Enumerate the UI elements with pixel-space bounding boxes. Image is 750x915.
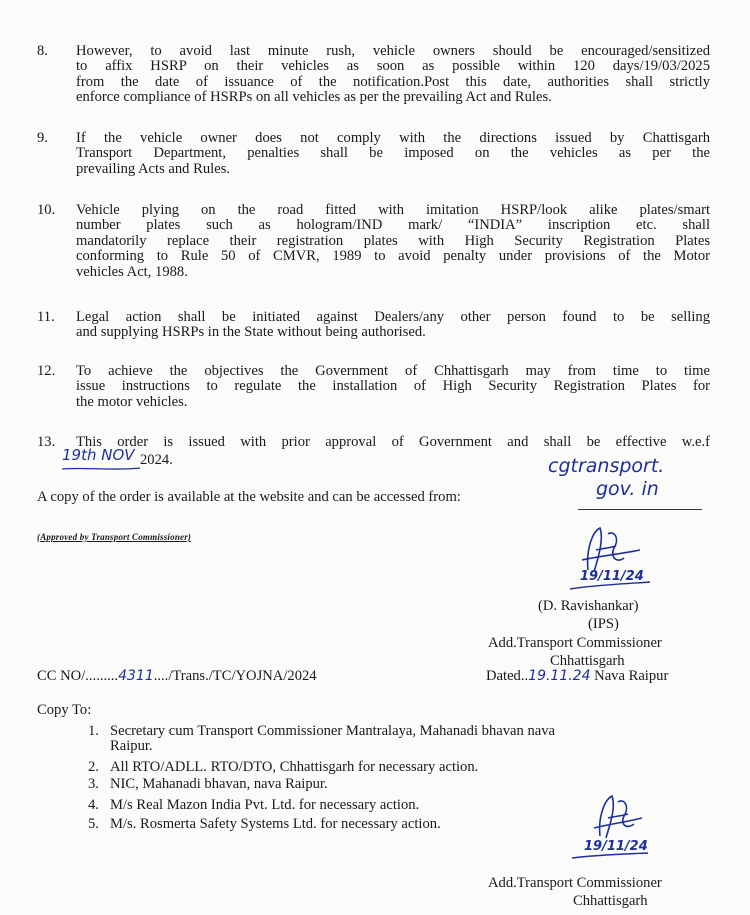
paragraph-line: conforming to Rule 50 of CMVR, 1989 to avoid penalty under provisions of the Motor <box>76 248 710 265</box>
signatory-state: Chhattisgarh <box>550 653 625 669</box>
paragraph-line: to affix HSRP on their vehicles as soon as possible within 120 days/19/03/2025 <box>76 58 710 75</box>
copy-to-text: M/s. Rosmerta Safety Systems Ltd. for necessary action. <box>110 816 441 832</box>
paragraph-line: the motor vehicles. <box>76 393 188 410</box>
copy-to-text: M/s Real Mazon India Pvt. Ltd. for necessary action. <box>110 797 420 813</box>
dated-place: Nava Raipur <box>594 668 669 684</box>
copy-to-number: 3. <box>88 776 99 792</box>
copy-to-number: 4. <box>88 797 99 813</box>
signatory-designation: Add.Transport Commissioner <box>488 635 662 651</box>
paragraph-number: 11. <box>37 309 55 325</box>
dated-handwritten: 19.11.24 <box>528 668 591 684</box>
paragraph-line: enforce compliance of HSRPs on all vehicles as per the prevailing Act and Rules. <box>76 89 552 106</box>
paragraph-13 <box>76 435 710 450</box>
cc-number-handwritten: 4311 <box>118 668 154 684</box>
copy-to-number: 2. <box>88 759 99 775</box>
copy-to-text: Secretary cum Transport Commissioner Mantralaya, Mahanadi bhavan nava <box>110 723 555 739</box>
paragraph-line: Vehicle plying on the road fitted with imitation HSRP/look alike plates/smart <box>76 202 710 218</box>
paragraph-number: 8. <box>37 43 48 59</box>
copy-to-text: NIC, Mahanadi bhavan, nava Raipur. <box>110 776 328 792</box>
footer-state: Chhattisgarh <box>573 893 648 909</box>
handwritten-website-line1: cgtransport. <box>548 455 665 477</box>
sign-date-underline <box>568 581 652 591</box>
dated-label: Dated.. <box>486 668 529 684</box>
copy-to-text: All RTO/ADLL. RTO/DTO, Chhattisgarh for necessary action. <box>110 759 479 775</box>
copy-to-number: 1. <box>88 723 99 739</box>
paragraph-number: 9. <box>37 130 48 146</box>
paragraph-9 <box>76 131 710 177</box>
website-blank-line <box>578 509 702 510</box>
paragraph-line: from the date of issuance of the notification.Post this date, authorities shall strictly <box>76 73 710 90</box>
approval-note: (Approved by Transport Commissioner) <box>37 532 192 542</box>
paragraph-line: and supplying HSRPs in the State without being authorised. <box>76 324 426 341</box>
paragraph-line: Legal action shall be initiated against Dealers/any other person found to be selling <box>76 309 710 325</box>
paragraph-number: 12. <box>37 363 56 379</box>
paragraph-11 <box>76 310 710 341</box>
paragraph-line: mandatorily replace their registration plates with High Security Registration Plates <box>76 232 710 249</box>
copy-to-number: 5. <box>88 816 99 832</box>
effective-year: 2024. <box>140 452 173 468</box>
cc-line <box>37 669 317 684</box>
paragraph-line: prevailing Acts and Rules. <box>76 160 231 177</box>
handwritten-effective-date: 19th NOV <box>62 446 135 464</box>
paragraph-line: If the vehicle owner does not comply with the directions issued by Chattisgarh <box>76 130 710 146</box>
footer-designation: Add.Transport Commissioner <box>488 875 662 891</box>
paragraph-12 <box>76 364 710 410</box>
paragraph-10 <box>76 203 710 280</box>
cc-suffix: ..../Trans./TC/YOJNA/2024 <box>153 668 317 684</box>
dated-line <box>486 669 668 684</box>
handwritten-sign-date: 19/11/24 <box>580 569 644 584</box>
copy-to-heading: Copy To: <box>37 702 92 718</box>
date-underline <box>60 466 142 472</box>
paragraph-line: Transport Department, penalties shall be imposed on the vehicles as per the <box>76 145 710 162</box>
paragraph-line: issue instructions to regulate the installation of High Security Registration Plates for <box>76 378 710 395</box>
handwritten-footer-sign-date: 19/11/24 <box>584 839 648 854</box>
handwritten-website-line2: gov. in <box>596 478 659 500</box>
cc-prefix: CC NO/......... <box>37 668 119 684</box>
copy-notice: A copy of the order is available at the website and can be accessed from: <box>37 489 461 505</box>
paragraph-line: To achieve the objectives the Government of Chhattisgarh may from time to time <box>76 363 710 379</box>
paragraph-number: 13. <box>37 434 56 450</box>
paragraph-line: number plates such as hologram/IND mark/ “INDIA” inscription etc. shall <box>76 217 710 234</box>
signatory-service: (IPS) <box>588 616 619 632</box>
signature-icon <box>586 790 646 845</box>
signatory-name: (D. Ravishankar) <box>538 598 639 614</box>
paragraph-line: vehicles Act, 1988. <box>76 263 188 280</box>
copy-to-text: Raipur. <box>110 738 153 754</box>
paragraph-number: 10. <box>37 202 56 218</box>
paragraph-8 <box>76 44 710 106</box>
footer-sign-underline <box>570 852 650 860</box>
paragraph-line: This order is issued with prior approval of Government and shall be effective w.e.f <box>76 434 710 450</box>
paragraph-line: However, to avoid last minute rush, vehicle owners should be encouraged/sensitized <box>76 43 710 59</box>
